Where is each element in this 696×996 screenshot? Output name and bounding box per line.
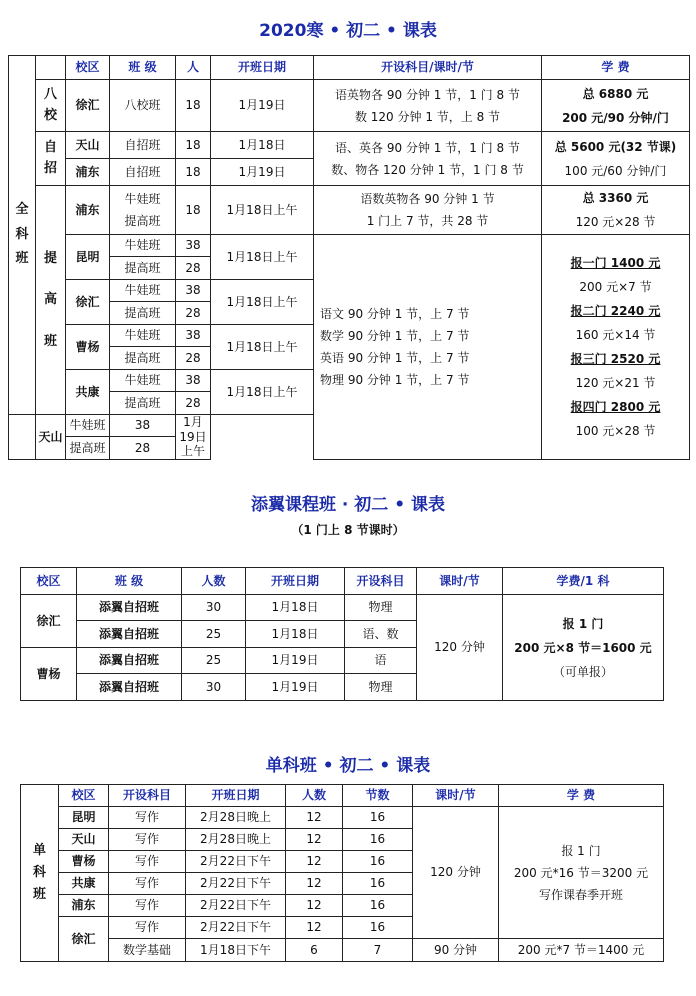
class-cell: 牛娃班 提高班 <box>66 415 110 460</box>
class-cell: 牛娃班 提高班 <box>110 280 176 325</box>
table2-subtitle: （1 门上 8 节课时） <box>291 523 405 537</box>
date-cell: 1月18日 <box>246 595 345 621</box>
t2-header-period: 课时/节 <box>417 568 503 595</box>
campus-cell: 天山 <box>36 415 66 460</box>
class-cell: 添翼自招班 <box>77 648 182 674</box>
class-cell: 添翼自招班 <box>77 674 182 701</box>
subject-cell: 写作 <box>109 807 186 829</box>
t3-header-period: 课时/节 <box>413 785 499 807</box>
campus-cell: 曹杨 <box>59 851 109 873</box>
class-cell: 添翼自招班 <box>77 621 182 648</box>
campus-cell: 曹杨 <box>66 325 110 370</box>
subject-cell: 写作 <box>109 917 186 939</box>
people-cell: 12 <box>286 851 343 873</box>
people-cell: 12 <box>286 917 343 939</box>
people-cell: 30 <box>182 595 246 621</box>
date-cell: 2月22日下午 <box>186 851 286 873</box>
t2-header-campus: 校区 <box>21 568 77 595</box>
group-tigao-label: 提 高 班 <box>36 186 66 415</box>
header-fee: 学 费 <box>542 56 690 80</box>
campus-cell: 徐汇 <box>66 280 110 325</box>
fee-cell: 总 5600 元(32 节课) 100 元/60 分钟/门 <box>542 132 690 186</box>
t3-header-fee: 学 费 <box>499 785 664 807</box>
subject-cell: 语、数 <box>345 621 417 648</box>
header-subjects: 开设科目/课时/节 <box>314 56 542 80</box>
people-cell: 38 28 <box>176 280 211 325</box>
tigao-subjects-cell: 语文 90 分钟 1 节，上 7 节 数学 90 分钟 1 节，上 7 节 英语 90 分钟 1 节，上 7 节 物理 90 分钟 1 节，上 7 节 <box>314 235 542 460</box>
sessions-cell: 16 <box>343 917 413 939</box>
people-cell: 38 28 <box>110 415 176 460</box>
date-cell: 1月18日上午 <box>211 235 314 280</box>
table1-schedule <box>8 55 690 460</box>
table1-title: 2020寒 • 初二 • 课表 <box>259 21 437 41</box>
date-cell: 1月19日 <box>211 80 314 132</box>
sessions-cell: 7 <box>343 939 413 962</box>
date-cell: 1月18日上午 <box>211 280 314 325</box>
date-cell: 1月18日上午 <box>211 186 314 235</box>
sessions-cell: 16 <box>343 873 413 895</box>
subject-cell: 语 <box>345 648 417 674</box>
date-cell: 2月28日晚上 <box>186 807 286 829</box>
campus-cell: 曹杨 <box>21 648 77 701</box>
people-cell: 30 <box>182 674 246 701</box>
group-8school-label: 八 校 <box>36 80 66 132</box>
campus-cell: 天山 <box>59 829 109 851</box>
date-cell: 1月19日 <box>246 648 345 674</box>
sessions-cell: 16 <box>343 807 413 829</box>
t2-header-class: 班 级 <box>77 568 182 595</box>
date-cell: 1月19日 <box>211 159 314 186</box>
campus-cell: 徐汇 <box>66 80 110 132</box>
t2-header-subject: 开设科目 <box>345 568 417 595</box>
class-cell: 八校班 <box>110 80 176 132</box>
campus-cell: 浦东 <box>59 895 109 917</box>
campus-cell: 昆明 <box>66 235 110 280</box>
t3-header-people: 人数 <box>286 785 343 807</box>
sessions-cell: 16 <box>343 851 413 873</box>
people-cell: 12 <box>286 807 343 829</box>
campus-cell: 共康 <box>66 370 110 415</box>
people-cell: 38 28 <box>176 370 211 415</box>
class-cell: 牛娃班 提高班 <box>110 186 176 235</box>
campus-cell: 昆明 <box>59 807 109 829</box>
header-campus: 校区 <box>66 56 110 80</box>
table3-schedule <box>20 784 664 962</box>
sessions-cell: 16 <box>343 895 413 917</box>
people-cell: 38 28 <box>176 325 211 370</box>
people-cell: 18 <box>176 186 211 235</box>
people-cell: 25 <box>182 648 246 674</box>
t2-header-date: 开班日期 <box>246 568 345 595</box>
header-date: 开班日期 <box>211 56 314 80</box>
subjects-cell: 语、英各 90 分钟 1 节，1 门 8 节 数、物各 120 分钟 1 节，1 门 8 节 <box>314 132 542 186</box>
class-cell: 牛娃班 提高班 <box>110 370 176 415</box>
group-single-label: 单 科 班 <box>21 785 59 962</box>
campus-cell: 天山 <box>66 132 110 159</box>
people-cell: 18 <box>176 132 211 159</box>
people-cell: 12 <box>286 895 343 917</box>
date-cell: 2月28日晚上 <box>186 829 286 851</box>
people-cell: 25 <box>182 621 246 648</box>
people-cell: 18 <box>176 159 211 186</box>
t2-header-fee: 学费/1 科 <box>503 568 664 595</box>
t3-header-date: 开班日期 <box>186 785 286 807</box>
date-cell: 1月19日 <box>246 674 345 701</box>
class-cell: 牛娃班 提高班 <box>110 325 176 370</box>
period-cell: 120 分钟 <box>413 807 499 939</box>
campus-cell: 徐汇 <box>59 917 109 962</box>
fee-cell: 总 6880 元 200 元/90 分钟/门 <box>542 80 690 132</box>
header-class: 班 级 <box>110 56 176 80</box>
date-cell: 1月18日下午 <box>186 939 286 962</box>
date-cell: 1月18日上午 <box>211 325 314 370</box>
table2-schedule <box>20 567 664 701</box>
fee-cell: 报 1 门 200 元×8 节＝1600 元 （可单报） <box>503 595 664 701</box>
subject-cell: 写作 <box>109 895 186 917</box>
subject-cell: 数学基础 <box>109 939 186 962</box>
people-cell: 18 <box>176 80 211 132</box>
group-zizhao-label: 自 招 <box>36 132 66 186</box>
fee-cell: 总 3360 元 120 元×28 节 <box>542 186 690 235</box>
campus-cell: 共康 <box>59 873 109 895</box>
class-cell: 自招班 <box>110 132 176 159</box>
fee-cell: 报 1 门 200 元*16 节＝3200 元 写作课春季开班 <box>499 807 664 939</box>
date-cell: 2月22日下午 <box>186 873 286 895</box>
header-people: 人 <box>176 56 211 80</box>
date-cell: 1月18日上午 <box>211 370 314 415</box>
subject-cell: 物理 <box>345 674 417 701</box>
subject-cell: 写作 <box>109 873 186 895</box>
period-cell: 90 分钟 <box>413 939 499 962</box>
date-cell: 1月18日 <box>211 132 314 159</box>
t2-header-people: 人数 <box>182 568 246 595</box>
people-cell: 12 <box>286 829 343 851</box>
tigao-fee-cell: 报一门 1400 元 200 元×7 节 报二门 2240 元 160 元×14 节 报三门 2520 元 120 元×21 节 报四门 2800 元 100 元×28 节 <box>542 235 690 460</box>
subjects-cell: 语英物各 90 分钟 1 节，1 门 8 节 数 120 分钟 1 节，上 8 节 <box>314 80 542 132</box>
campus-cell: 浦东 <box>66 159 110 186</box>
subject-cell: 写作 <box>109 851 186 873</box>
t3-header-sessions: 节数 <box>343 785 413 807</box>
date-cell: 2月22日下午 <box>186 895 286 917</box>
sessions-cell: 16 <box>343 829 413 851</box>
table2-title: 添翼课程班 · 初二 • 课表 <box>251 495 445 515</box>
date-cell: 1月19日上午 <box>176 415 211 460</box>
group-all-label: 全 科 班 <box>9 56 36 415</box>
campus-cell: 徐汇 <box>21 595 77 648</box>
subject-cell: 写作 <box>109 829 186 851</box>
date-cell: 2月22日下午 <box>186 917 286 939</box>
class-cell: 牛娃班 提高班 <box>110 235 176 280</box>
subject-cell: 物理 <box>345 595 417 621</box>
t3-header-subject: 开设科目 <box>109 785 186 807</box>
class-cell: 添翼自招班 <box>77 595 182 621</box>
subjects-cell: 语数英物各 90 分钟 1 节 1 门上 7 节，共 28 节 <box>314 186 542 235</box>
people-cell: 6 <box>286 939 343 962</box>
date-cell: 1月18日 <box>246 621 345 648</box>
fee-cell: 200 元*7 节＝1400 元 <box>499 939 664 962</box>
campus-cell: 浦东 <box>66 186 110 235</box>
period-cell: 120 分钟 <box>417 595 503 701</box>
people-cell: 12 <box>286 873 343 895</box>
people-cell: 38 28 <box>176 235 211 280</box>
table3-title: 单科班 • 初二 • 课表 <box>265 756 431 776</box>
class-cell: 自招班 <box>110 159 176 186</box>
t3-header-campus: 校区 <box>59 785 109 807</box>
